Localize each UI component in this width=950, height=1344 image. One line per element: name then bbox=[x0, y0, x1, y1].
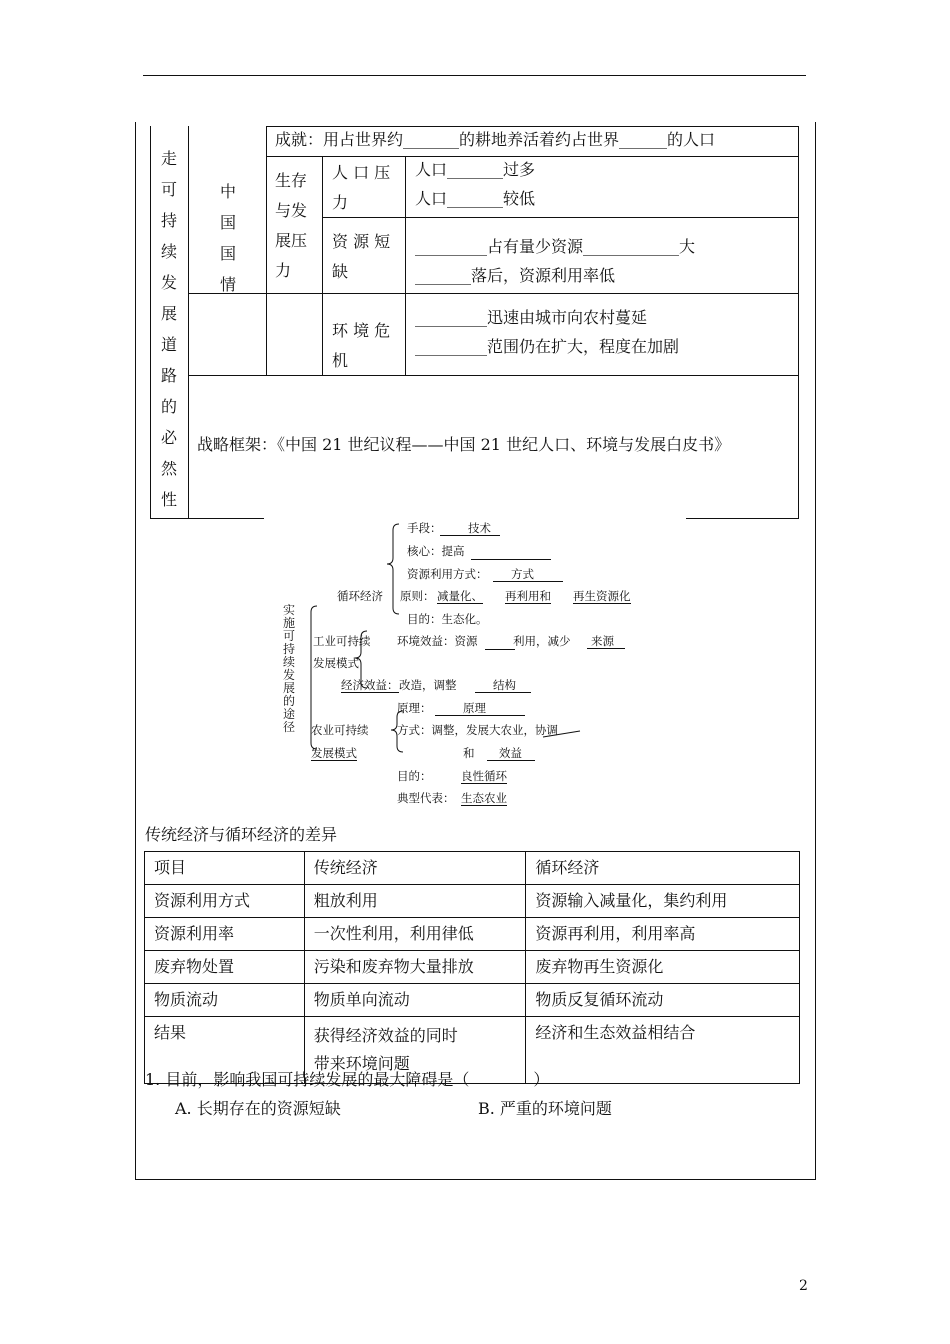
grid-line bbox=[798, 126, 799, 519]
grid-line bbox=[150, 518, 264, 519]
env-benefit-3: 来源 bbox=[587, 634, 625, 649]
table-row bbox=[145, 918, 800, 951]
method-label: 方式：调整，发展大农业，协调 bbox=[397, 723, 558, 737]
grid-line bbox=[266, 126, 267, 375]
econ-benefit: 经济效益： bbox=[341, 678, 399, 692]
population-line-2: 人口_______较低 bbox=[415, 189, 536, 208]
header-cell: 传统经济 bbox=[304, 852, 526, 885]
industry-model-2: 发展模式 bbox=[313, 656, 359, 670]
option-a[interactable]: A. 长期存在的资源短缺 bbox=[175, 1099, 341, 1118]
table-cell: 资源利用率 bbox=[145, 918, 305, 951]
circular-economy: 循环经济 bbox=[337, 589, 383, 603]
resource-way-answer: 方式 bbox=[493, 567, 563, 582]
typical-label: 典型代表： bbox=[397, 791, 455, 805]
theory-label: 原理： bbox=[397, 701, 432, 715]
principle-a: 减量化、 bbox=[437, 589, 483, 603]
table-cell: 资源再利用，利用率高 bbox=[526, 918, 800, 951]
grid-line bbox=[150, 126, 151, 519]
table-cell: 结果 bbox=[145, 1017, 305, 1084]
option-b[interactable]: B. 严重的环境问题 bbox=[478, 1099, 612, 1118]
table-cell: 粗放利用 bbox=[304, 885, 526, 918]
table-cell: 废弃物处置 bbox=[145, 951, 305, 984]
means-label: 手段： bbox=[407, 521, 442, 535]
header-cell: 循环经济 bbox=[526, 852, 800, 885]
env-benefit-2: 利用，减少 bbox=[513, 634, 571, 648]
grid-line bbox=[686, 518, 799, 519]
table-cell: 资源输入减量化，集约利用 bbox=[526, 885, 800, 918]
page-number: 2 bbox=[799, 1278, 808, 1294]
industry-model: 工业可持续 bbox=[313, 634, 371, 648]
outer-left-border bbox=[135, 122, 136, 1180]
table-cell: 物质单向流动 bbox=[304, 984, 526, 1017]
pressure-label: 生存与发展压力 bbox=[275, 171, 308, 280]
core-label: 核心：提高 bbox=[407, 544, 465, 558]
typical-answer: 生态农业 bbox=[461, 791, 507, 805]
table-cell: 废弃物再生资源化 bbox=[526, 951, 800, 984]
principle-b: 再利用和 bbox=[505, 589, 551, 603]
grid-line bbox=[188, 293, 799, 294]
method-and: 和 bbox=[463, 746, 475, 760]
table-row bbox=[145, 885, 800, 918]
table-row bbox=[145, 984, 800, 1017]
strategy-text: 战略框架：《中国 21 世纪议程——中国 21 世纪人口、环境与发展白皮书》 bbox=[197, 435, 731, 454]
population-line-1: 人口_______过多 bbox=[415, 160, 536, 179]
principle-label: 原则： bbox=[400, 589, 435, 603]
header-cell: 项目 bbox=[145, 852, 305, 885]
method-benefit: 效益 bbox=[487, 746, 535, 761]
outer-right-border bbox=[815, 122, 816, 1180]
resource-line-2: _______落后，资源利用率低 bbox=[415, 266, 616, 285]
achievement-text: 成就：用占世界约_______的耕地养活着约占世界______的人口 bbox=[275, 130, 716, 149]
theory-answer: 原理 bbox=[435, 701, 525, 716]
table-cell: 经济和生态效益相结合 bbox=[526, 1017, 800, 1084]
env-underline-1 bbox=[485, 649, 515, 650]
compare-title: 传统经济与循环经济的差异 bbox=[145, 825, 338, 844]
header-rule bbox=[143, 75, 806, 76]
grid-line bbox=[405, 156, 406, 375]
resource-way-label: 资源利用方式： bbox=[407, 567, 488, 581]
agri-model: 农业可持续 bbox=[311, 723, 369, 737]
grid-line bbox=[188, 126, 189, 519]
environment-line-1: _________迅速由城市向农村蔓延 bbox=[415, 308, 648, 327]
diagram bbox=[275, 518, 655, 818]
table-cell: 资源利用方式 bbox=[145, 885, 305, 918]
table-cell: 污染和废弃物大量排放 bbox=[304, 951, 526, 984]
table-row bbox=[145, 951, 800, 984]
econ-benefit-3: 结构 bbox=[475, 678, 531, 693]
agri-model-2: 发展模式 bbox=[311, 746, 357, 760]
econ-benefit-2: 改造，调整 bbox=[399, 678, 457, 692]
table-header-row bbox=[145, 852, 800, 885]
principle-c: 再生资源化 bbox=[573, 589, 631, 603]
china-label: 中国国情 bbox=[219, 182, 236, 294]
grid-line bbox=[266, 156, 799, 157]
core-underline bbox=[471, 559, 551, 560]
goal-agri-answer: 良性循环 bbox=[461, 769, 507, 783]
grid-line bbox=[188, 375, 799, 376]
table-cell: 一次性利用，利用律低 bbox=[304, 918, 526, 951]
row-name-environment: 环 境 危 机 bbox=[332, 321, 391, 370]
table-cell: 物质流动 bbox=[145, 984, 305, 1017]
row-name-population: 人 口 压 力 bbox=[332, 163, 391, 212]
row-name-resource: 资 源 短 缺 bbox=[332, 232, 391, 281]
means-answer: 技术 bbox=[440, 521, 500, 536]
resource-line-1: _________占有量少资源____________大 bbox=[415, 237, 696, 256]
question-stem: 1. 目前，影响我国可持续发展的最大障碍是（ ） bbox=[145, 1070, 550, 1089]
table-cell: 获得经济效益的同时 带来环境问题 bbox=[304, 1017, 526, 1084]
goal-agri-label: 目的： bbox=[397, 769, 432, 783]
goal-eco: 目的：生态化。 bbox=[407, 612, 488, 626]
env-benefit: 环境效益：资源 bbox=[397, 634, 478, 648]
outer-bottom-border bbox=[135, 1179, 816, 1180]
diagram-root: 实施可持续发展的途径 bbox=[283, 603, 296, 734]
environment-line-2: _________范围仍在扩大，程度在加剧 bbox=[415, 337, 680, 356]
compare-table bbox=[144, 851, 800, 1084]
left-title: 走可持续发展道路的必然性 bbox=[160, 149, 177, 509]
table-cell: 物质反复循环流动 bbox=[526, 984, 800, 1017]
grid-line bbox=[266, 126, 799, 127]
grid-line bbox=[322, 156, 323, 375]
